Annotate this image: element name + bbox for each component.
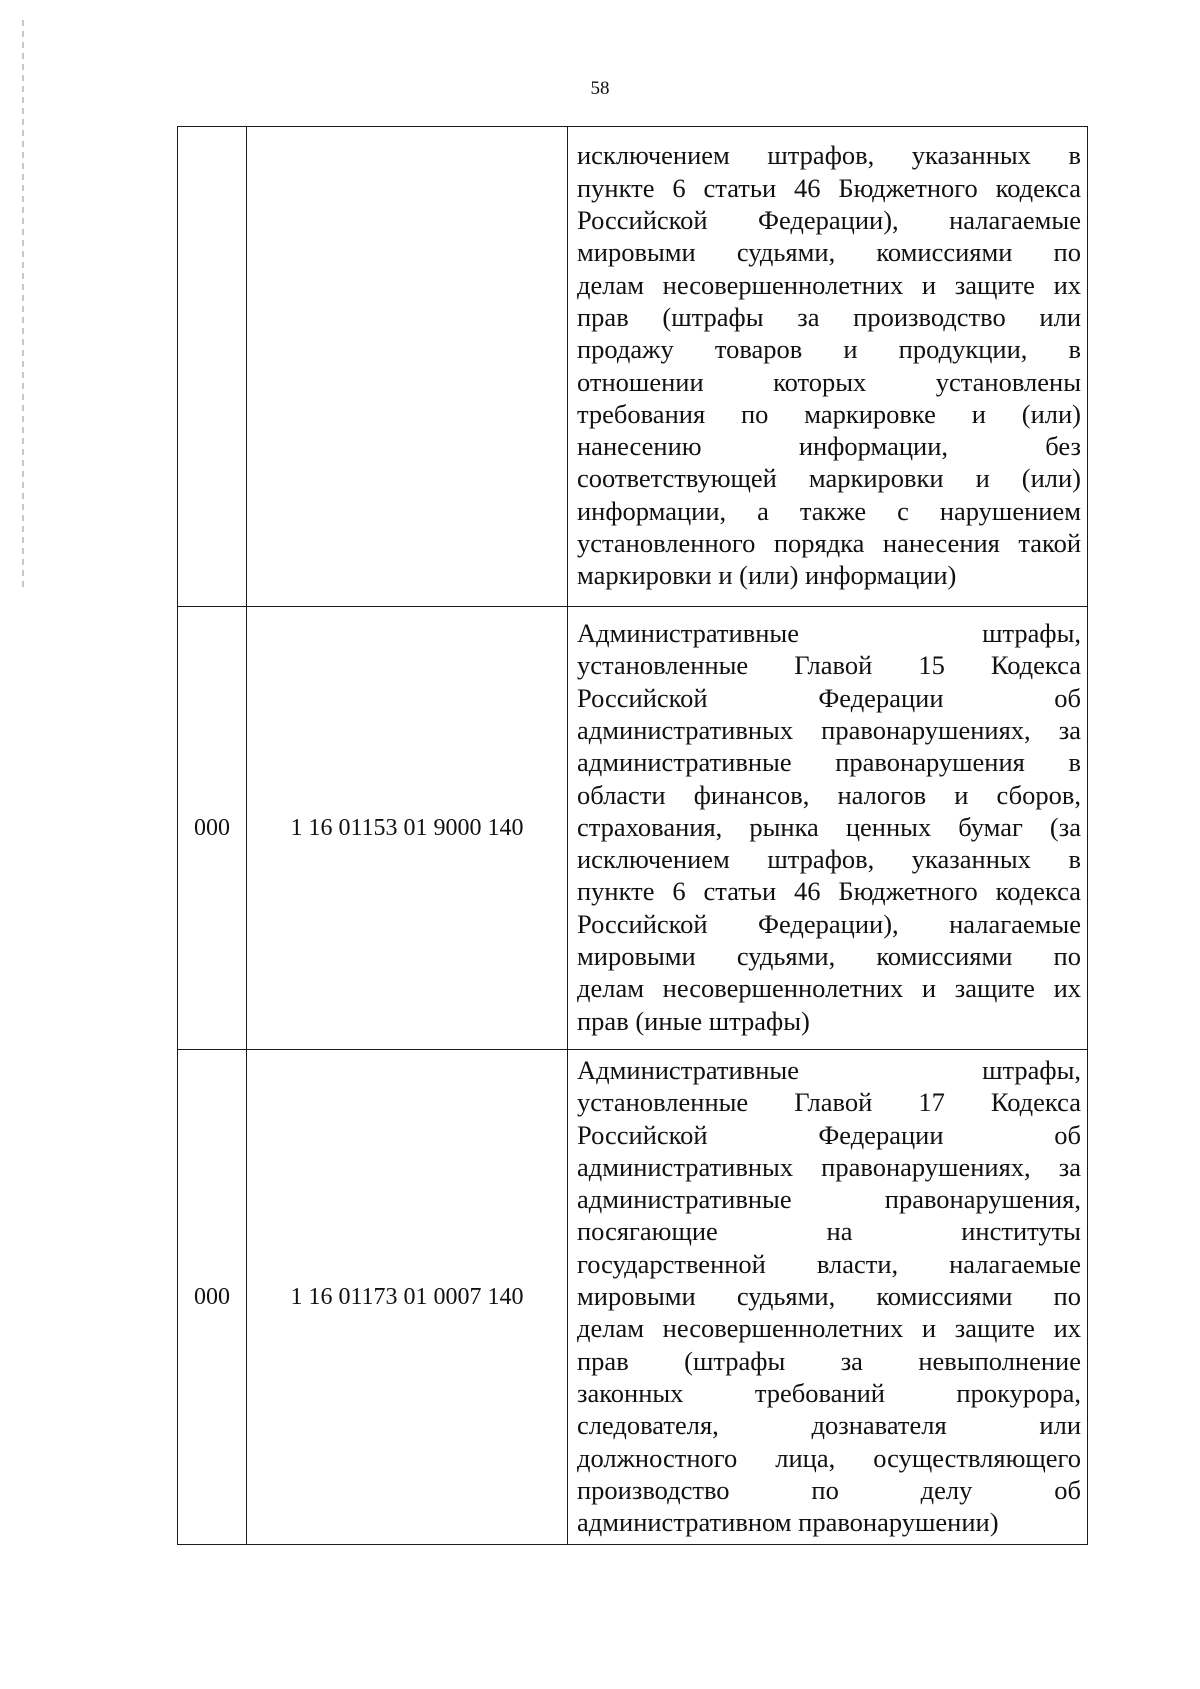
- description-line: установленные Главой 17 Кодекса: [577, 1087, 1081, 1118]
- description-line: делам несовершеннолетних и защите их: [577, 269, 1081, 300]
- admin-code-cell: 000: [178, 1050, 247, 1545]
- table-row: [178, 607, 1088, 1050]
- description-line: Российской Федерации об: [577, 1119, 1081, 1150]
- description-line: мировыми судьями, комиссиями по: [577, 941, 1081, 972]
- description-line: административные правонарушения в: [577, 747, 1081, 778]
- description-line: Российской Федерации), налагаемые: [577, 908, 1081, 939]
- description-line: Российской Федерации об: [577, 682, 1081, 713]
- description-line: маркировки и (или) информации): [577, 560, 957, 591]
- description-line: Административные штрафы,: [577, 618, 1081, 649]
- description-line: посягающие на институты: [577, 1216, 1081, 1247]
- revenue-description-cell: [568, 1050, 1088, 1545]
- description-line: требования по маркировке и (или): [577, 398, 1081, 429]
- description-line: страхования, рынка ценных бумаг (за: [577, 811, 1081, 842]
- description-line: исключением штрафов, указанных в: [577, 140, 1081, 171]
- scan-edge-artifact: [22, 20, 24, 590]
- description-line: административных правонарушениях, за: [577, 714, 1081, 745]
- description-line: установленные Главой 15 Кодекса: [577, 650, 1081, 681]
- description-line: соответствующей маркировки и (или): [577, 463, 1081, 494]
- description-line: прав (иные штрафы): [577, 1005, 810, 1036]
- description-line: пункте 6 статьи 46 Бюджетного кодекса: [577, 172, 1081, 203]
- description-line: должностного лица, осуществляющего: [577, 1442, 1081, 1473]
- description-line: области финансов, налогов и сборов,: [577, 779, 1081, 810]
- description-line: мировыми судьями, комиссиями по: [577, 1281, 1081, 1312]
- table-row: [178, 127, 1088, 607]
- description-line: государственной власти, налагаемые: [577, 1248, 1081, 1279]
- description-line: мировыми судьями, комиссиями по: [577, 237, 1081, 268]
- page-number: 58: [590, 78, 610, 99]
- description-line: делам несовершеннолетних и защите их: [577, 973, 1081, 1004]
- description-line: Российской Федерации), налагаемые: [577, 205, 1081, 236]
- description-line: административном правонарушении): [577, 1507, 999, 1538]
- description-line: прав (штрафы за невыполнение: [577, 1345, 1081, 1376]
- description-line: административных правонарушениях, за: [577, 1151, 1081, 1182]
- description-line: Административные штрафы,: [577, 1055, 1081, 1085]
- revenue-description-cell: [568, 607, 1088, 1050]
- description-line: установленного порядка нанесения такой: [577, 527, 1081, 558]
- description-line: прав (штрафы за производство или: [577, 301, 1081, 332]
- kbk-code-cell: [247, 127, 568, 607]
- description-line: отношении которых установлены: [577, 366, 1081, 397]
- table-row: [178, 1050, 1088, 1545]
- description-line: исключением штрафов, указанных в: [577, 844, 1081, 875]
- description-line: информации, а также с нарушением: [577, 495, 1081, 526]
- description-line: производство по делу об: [577, 1474, 1081, 1505]
- kbk-code-cell: 1 16 01153 01 9000 140: [247, 607, 568, 1050]
- description-line: делам несовершеннолетних и защите их: [577, 1313, 1081, 1344]
- kbk-code-cell: 1 16 01173 01 0007 140: [247, 1050, 568, 1545]
- description-line: административные правонарушения,: [577, 1184, 1081, 1215]
- description-line: нанесению информации, без: [577, 431, 1081, 462]
- revenue-code-table: [177, 126, 1088, 1545]
- admin-code-cell: 000: [178, 607, 247, 1050]
- description-line: пункте 6 статьи 46 Бюджетного кодекса: [577, 876, 1081, 907]
- admin-code-cell: [178, 127, 247, 607]
- description-line: следователя, дознавателя или: [577, 1410, 1081, 1441]
- revenue-description-cell: [568, 127, 1088, 607]
- description-line: продажу товаров и продукции, в: [577, 334, 1081, 365]
- description-line: законных требований прокурора,: [577, 1377, 1081, 1408]
